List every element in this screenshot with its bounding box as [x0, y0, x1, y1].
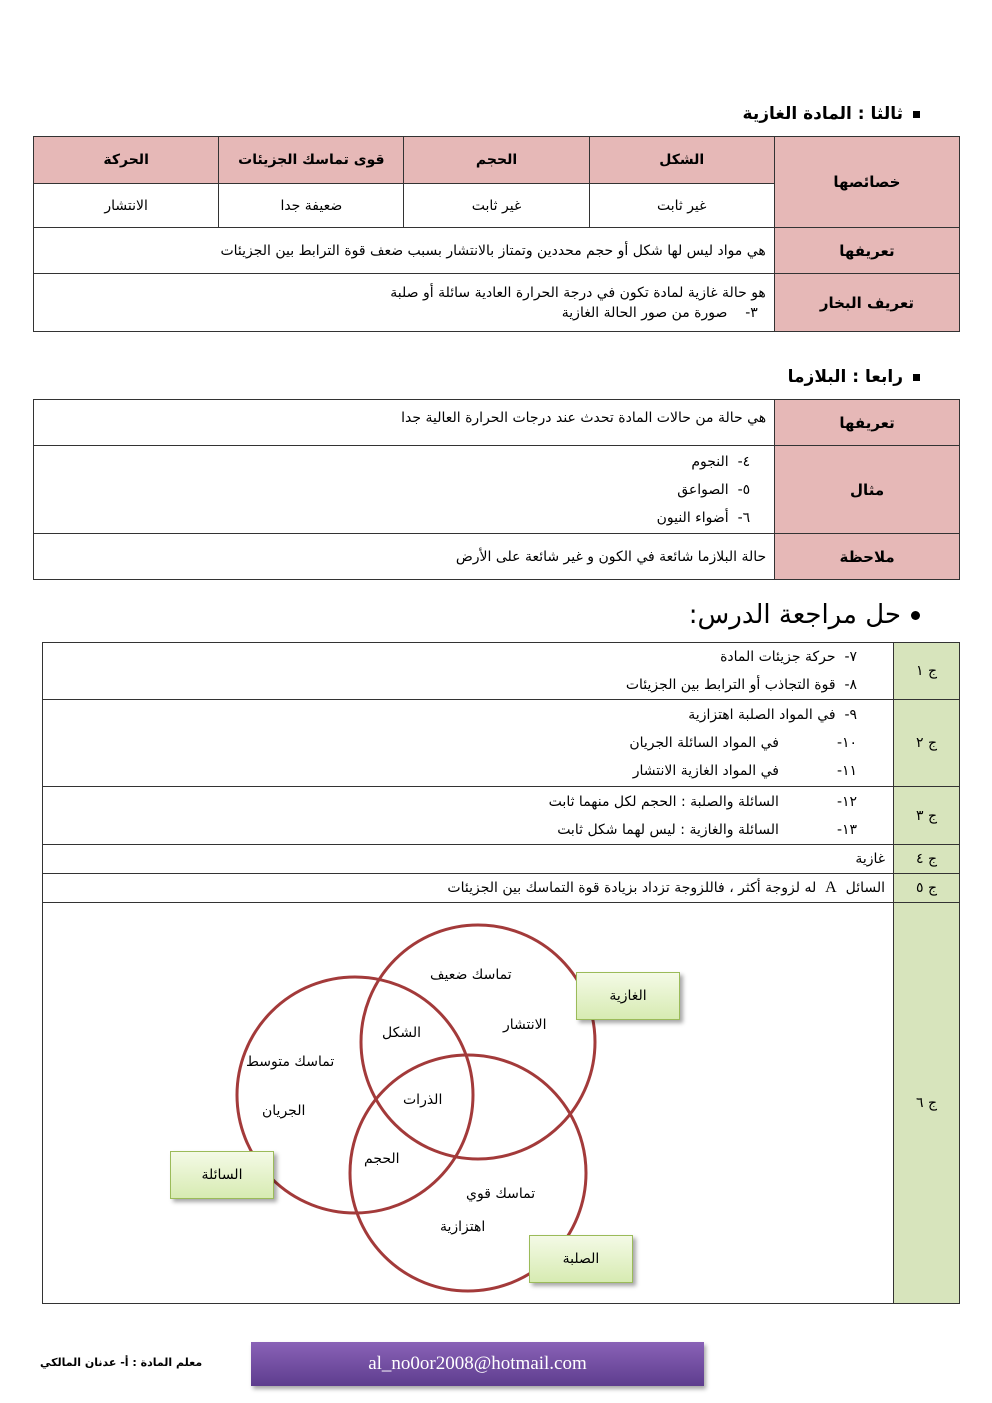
- venn-solid-cohesion: تماسك قوي: [466, 1186, 536, 1202]
- gas-heading: ثالثا : المادة الغازية: [743, 104, 920, 124]
- q5-var: A: [825, 879, 837, 896]
- answer-text: في المواد السائلة الجريان: [629, 735, 779, 751]
- answer-num: ١١-: [836, 763, 858, 779]
- plasma-definition-label: تعريفها: [775, 400, 960, 446]
- answer-text: في المواد الصلبة اهتزازية: [688, 707, 836, 723]
- venn-gas-diffusion: الانتشار: [503, 1017, 547, 1033]
- column-motion: الحركة: [34, 137, 219, 184]
- answer-text: في المواد الغازية الانتشار: [632, 763, 779, 779]
- q2-label: ج ٢: [894, 700, 960, 787]
- column-cohesion: قوى تماسك الجزيئات: [219, 137, 404, 184]
- column-shape: الشكل: [589, 137, 774, 184]
- answer-num: ٩-: [844, 707, 858, 723]
- vapor-line-1: هو حالة غازية لمادة تكون في درجة الحرارة العادية سائلة أو صلبة: [390, 284, 766, 301]
- email-banner: al_no0or2008@hotmail.com: [251, 1342, 704, 1386]
- q5-label: ج ٥: [894, 874, 960, 903]
- gas-box: الغازية: [576, 972, 680, 1020]
- plasma-heading: رابعا : البلازما: [788, 367, 920, 387]
- vapor-num: ٣-: [745, 304, 758, 321]
- venn-volume: الحجم: [364, 1151, 400, 1167]
- gas-properties-label: خصائصها: [774, 137, 959, 228]
- vapor-text: صورة من صور الحالة الغازية: [561, 304, 728, 321]
- example-num: ٦-: [737, 509, 751, 526]
- q1-label: ج ١: [894, 643, 960, 700]
- solid-box: الصلبة: [529, 1235, 633, 1283]
- q3-label: ج ٣: [894, 787, 960, 845]
- column-volume: الحجم: [404, 137, 589, 184]
- q5-post: له لزوجة أكثر ، فاللزوجة تزداد بزيادة قوة التماسك بين الجزيئات: [447, 880, 817, 896]
- q6-label: ج ٦: [894, 903, 960, 1304]
- gas-definition-label: تعريفها: [774, 228, 959, 274]
- venn-gas-cohesion: تماسك ضعيف: [430, 967, 512, 983]
- venn-shape: الشكل: [382, 1025, 421, 1041]
- plasma-note: حالة البلازما شائعة في الكون و غير شائعة على الأرض: [34, 534, 775, 580]
- answer-num: ١٢-: [836, 793, 858, 810]
- example-num: ٤-: [737, 453, 751, 470]
- vapor-label: تعريف البخار: [774, 274, 959, 332]
- q5-pre: السائل: [845, 880, 886, 896]
- review-heading: حل مراجعة الدرس:: [689, 600, 920, 630]
- gas-definition: هي مواد ليس لها شكل أو حجم محددين وتمتاز بالانتشار بسبب ضعف قوة الترابط بين الجزيئات: [34, 228, 775, 274]
- q4-answer: غازية: [43, 845, 894, 874]
- gas-circle: [361, 925, 595, 1159]
- plasma-definition: هي حالة من حالات المادة تحدث عند درجات الحرارة العالية جدا: [34, 400, 775, 446]
- value-shape: غير ثابت: [589, 184, 774, 228]
- answer-num: ٧-: [844, 649, 858, 665]
- answer-num: ١٣-: [836, 821, 858, 838]
- example-num: ٥-: [737, 481, 751, 498]
- answer-num: ٨-: [844, 677, 858, 693]
- liquid-box: السائلة: [170, 1151, 274, 1199]
- venn-solid-vibration: اهتزازية: [440, 1219, 486, 1235]
- example-text: أضواء النيون: [656, 509, 729, 526]
- answer-text: قوة التجاذب أو الترابط بين الجزيئات: [625, 677, 836, 693]
- example-text: النجوم: [691, 453, 729, 470]
- teacher-credit: معلم المادة : أ- عدنان المالكي: [40, 1356, 203, 1369]
- value-cohesion: ضعيفة جدا: [219, 184, 404, 228]
- q4-label: ج ٤: [894, 845, 960, 874]
- answer-text: حركة جزيئات المادة: [720, 649, 836, 665]
- value-motion: الانتشار: [34, 184, 219, 228]
- plasma-note-label: ملاحظة: [775, 534, 960, 580]
- venn-liquid-flow: الجريان: [262, 1103, 306, 1119]
- plasma-example-label: مثال: [775, 446, 960, 534]
- answer-num: ١٠-: [836, 735, 858, 751]
- venn-liquid-cohesion: تماسك متوسط: [246, 1054, 335, 1070]
- value-volume: غير ثابت: [404, 184, 589, 228]
- answer-text: السائلة والغازية : ليس لهما شكل ثابت: [557, 821, 779, 838]
- venn-atoms: الذرات: [403, 1092, 443, 1108]
- answer-text: السائلة والصلبة : الحجم لكل منهما ثابت: [548, 793, 779, 810]
- example-text: الصواعق: [677, 481, 729, 498]
